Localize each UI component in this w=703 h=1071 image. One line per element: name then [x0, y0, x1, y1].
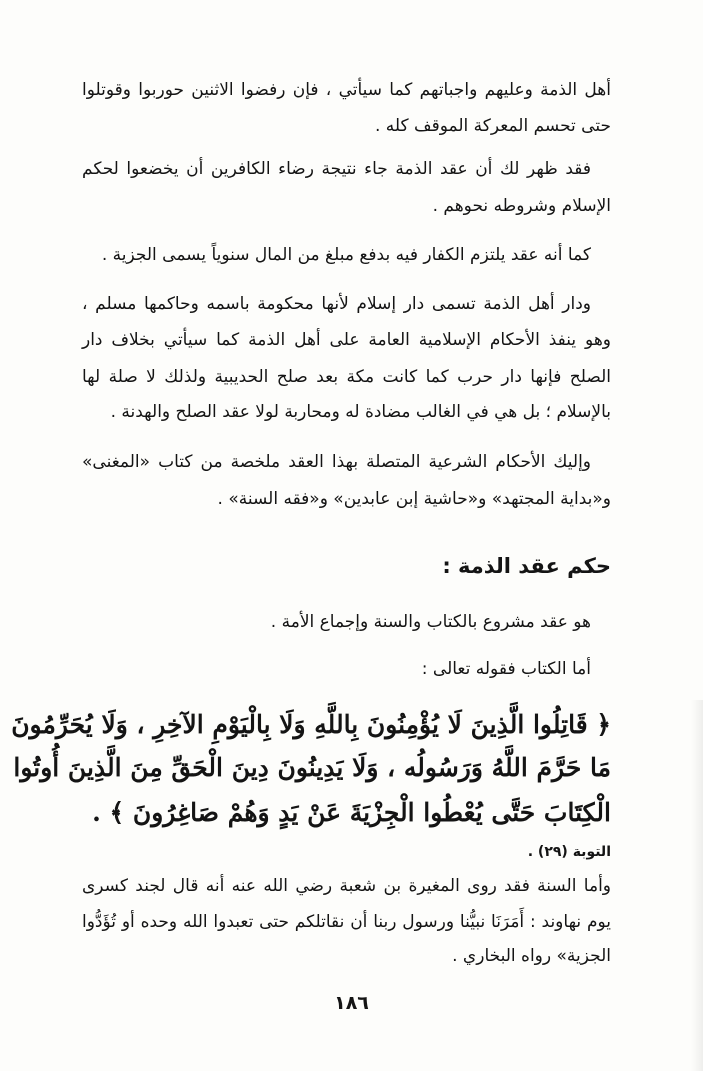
text-line: أهل الذمة وعليهم واجباتهم كما سيأتي ، فإن رفضوا الاثنين حوربوا وقوتلوا — [82, 80, 611, 100]
text-line: يوم نهاوند : أَمَرَنَا نبيُّنا ورسول ربنا أن نقاتلكم حتى تعبدوا الله وحده أو تُؤَدُّوا — [82, 912, 611, 932]
quran-verse-line: مَا حَرَّمَ اللَّهُ وَرَسُولُه ، وَلَا يَدِينُونَ دِينَ الْحَقِّ مِنَ الَّذِينَ أُوتُوا — [13, 753, 611, 782]
text-line: الجزية» رواه البخاري . — [452, 946, 611, 966]
text-line: حتى تحسم المعركة الموقف كله . — [374, 116, 611, 136]
text-line: وإليك الأحكام الشرعية المتصلة بهذا العقد ملخصة من كتاب «المغنى» — [82, 452, 591, 472]
text-line: وأما السنة فقد روى المغيرة بن شعبة رضي الله عنه أنه قال لجند كسرى — [82, 876, 611, 896]
section-heading: حكم عقد الذمة : — [442, 554, 611, 578]
page-number: ١٨٦ — [334, 992, 369, 1014]
text-line: وهو ينفذ الأحكام الإسلامية العامة على أهل الذمة كما سيأتي بخلاف دار — [82, 330, 611, 350]
verse-reference: التوبة (٢٩) . — [527, 844, 611, 860]
page-edge-shadow — [691, 700, 703, 1071]
text-line: و«بداية المجتهد» و«حاشية إبن عابدين» و«فقه السنة» . — [217, 489, 611, 509]
text-line: كما أنه عقد يلتزم الكفار فيه بدفع مبلغ من المال سنوياً يسمى الجزية . — [101, 245, 591, 265]
text-line: هو عقد مشروع بالكتاب والسنة وإجماع الأمة . — [270, 612, 591, 632]
text-line: ودار أهل الذمة تسمى دار إسلام لأنها محكومة باسمه وحاكمها مسلم ، — [82, 294, 591, 314]
quran-verse-line: ﴿ قَاتِلُوا الَّذِينَ لَا يُؤْمِنُونَ بِاللَّهِ وَلَا بِالْيَوْمِ الآخِرِ ، وَلَا يُحَرِّمُونَ — [11, 710, 611, 739]
text-line: فقد ظهر لك أن عقد الذمة جاء نتيجة رضاء الكافرين أن يخضعوا لحكم — [82, 159, 591, 179]
text-line: أما الكتاب فقوله تعالى : — [421, 659, 591, 679]
text-line: الصلح فإنها دار حرب كما كانت مكة بعد صلح الحديبية ولذلك لا صلة لها — [82, 367, 611, 387]
text-line: الإسلام وشروطه نحوهم . — [432, 196, 611, 216]
quran-verse-line: الْكِتَابَ حَتَّى يُعْطُوا الْجِزْيَةَ عَنْ يَدٍ وَهُمْ صَاغِرُونَ ﴾ . — [92, 798, 611, 827]
text-line: بالإسلام ؛ بل هي في الغالب مضادة له ومحاربة لولا عقد الصلح والهدنة . — [110, 402, 611, 422]
